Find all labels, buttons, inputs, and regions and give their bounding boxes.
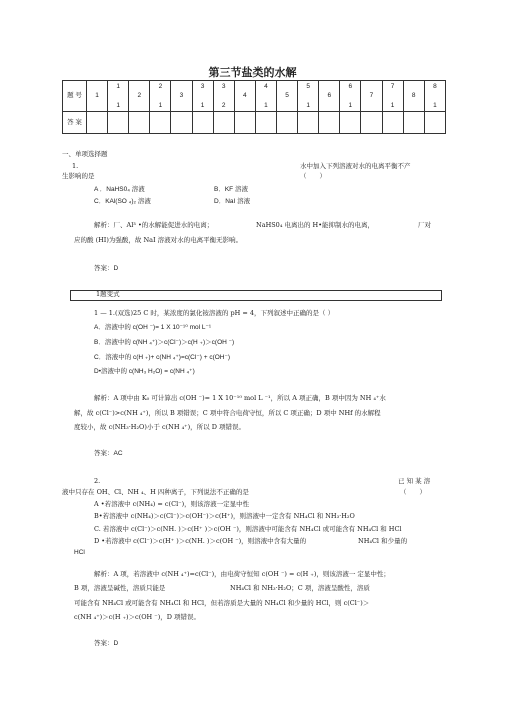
- sub-question-bottom: 1: [264, 101, 268, 109]
- question-number: 6: [327, 92, 332, 100]
- q1-answer: 答案：D: [94, 265, 119, 272]
- question-number-cell: [150, 81, 171, 112]
- question-number: 7: [369, 92, 374, 100]
- answer-cell[interactable]: [192, 112, 213, 134]
- question-number-cell: [129, 81, 150, 112]
- question-number: 2: [137, 92, 142, 100]
- sub-question-top: 7: [390, 83, 395, 90]
- answer-cell[interactable]: [108, 112, 129, 134]
- sub-question-top: 8: [433, 83, 437, 90]
- question-number-cell: [276, 81, 297, 112]
- q1-explanation-2: 应的酸 (HI)为强酸，故 NaI 溶液对水的电离平衡无影响。: [74, 236, 243, 244]
- question-number-cell: [298, 81, 319, 112]
- question-number-cell: [340, 81, 361, 112]
- q1-option-d: D．NaI 溶液: [214, 198, 251, 205]
- question-number: 3: [179, 92, 184, 100]
- question-number-cell: [424, 81, 445, 112]
- v1-explanation-3: 度较小，故 c(NH₃·H₂O)小于 c(NH ₄⁺)，所以 D 项错误。: [74, 423, 245, 431]
- question-number-cell: [361, 81, 382, 112]
- question-number-cell: [213, 81, 234, 112]
- sub-question-top: 6: [348, 83, 353, 90]
- q1-option-a: A ．NaHS0₄ 溶液: [94, 186, 145, 193]
- question-number-row: [63, 81, 446, 112]
- q2-explanation-1: 解析：A 项，若溶液中 c(NH ₄⁺)=c(Cl⁻)，由电荷守恒知 c(OH ⁻) = c(H ₊)，则该溶液一 定显中性；: [94, 570, 390, 578]
- question-number-cell: [319, 81, 340, 112]
- q2-option-c: C. 若溶液中 c(Cl⁻)＞c(NH. )＞c(H⁺ )＞c(OH ⁻)，则溶液中可能含有 NH₄Cl 或可能含有 NH₄Cl 和 HCl: [94, 525, 402, 533]
- sub-question-top: 1: [116, 83, 120, 90]
- q2-explanation-2a: B 项，溶液呈碱性，溶质只能是: [74, 584, 166, 592]
- sub-question-bottom: 2: [221, 101, 226, 109]
- q2-answer: 答案：D: [94, 640, 119, 647]
- sub-question-bottom: 1: [116, 101, 120, 109]
- q2-stem-right: 已 知 某 溶: [398, 477, 431, 485]
- answer-cell[interactable]: [382, 112, 403, 134]
- sub-question-number: [150, 83, 170, 109]
- question-number: 4: [243, 92, 247, 100]
- question-number-cell: [255, 81, 276, 112]
- q1-stem-right: 水中加入下列溶液对水的电离平衡不产: [300, 162, 411, 170]
- section-heading: 一、单项选择题: [62, 150, 108, 158]
- v1-explanation-2: 解，故 c(Cl⁻)>c(NH ₄⁺)，所以 B 项错误；C 项中符合电荷守恒，所以 C 项正确；D 项中 NHf 的水解程: [74, 409, 381, 417]
- answer-cell[interactable]: [129, 112, 150, 134]
- q2-option-d-b: NH₄Cl 和少量的: [358, 537, 408, 545]
- sub-question-top: 3: [200, 83, 205, 90]
- answer-cell[interactable]: [403, 112, 424, 134]
- q2-option-d-a: D •若溶液中 c(Cl⁻)＞c(H⁺ )＞c(NH. )＞c(OH ⁻)，则溶液中含有大量的: [94, 537, 307, 545]
- sub-question-number: [298, 83, 318, 109]
- sub-question-number: [340, 83, 360, 109]
- v1-stem: 1 — 1.(双选)25 C 时，某浓度的氯化铵溶液的 pH = 4，下列叙述中正确的是（ ）: [94, 309, 335, 317]
- q1-explanation-1a: 解析：厂、Al³ •的水解能促进水的电离；: [94, 221, 214, 229]
- sub-question-number: [256, 83, 276, 109]
- question-number-cell: [382, 81, 403, 112]
- sub-question-top: 3: [221, 83, 226, 90]
- q1-stem-cont: 生影响的是: [62, 172, 95, 180]
- answer-cell[interactable]: [150, 112, 171, 134]
- answer-cell[interactable]: [319, 112, 340, 134]
- q2-stem-cont: 液中只存在 OH、Cl、NH ₄、H 四种离子，下列说法不正确的是: [62, 488, 249, 496]
- answer-cell[interactable]: [340, 112, 361, 134]
- answer-cell[interactable]: [255, 112, 276, 134]
- question-number-cell: [108, 81, 129, 112]
- sub-question-top: 4: [264, 83, 268, 90]
- answer-cell[interactable]: [361, 112, 382, 134]
- question-number-cell: [171, 81, 192, 112]
- score-table: [62, 80, 446, 134]
- q1-explanation-1c: 厂对: [418, 221, 431, 229]
- sub-question-bottom: 1: [433, 101, 437, 109]
- answer-cell[interactable]: [171, 112, 192, 134]
- sub-question-top: 5: [306, 83, 310, 90]
- question-number-cell: [87, 81, 108, 112]
- q1-option-b: B．KF 溶液: [214, 186, 248, 193]
- q2-paren: （ ）: [400, 488, 426, 496]
- v1-option-d: D•溶液中的 c(NH₃ H₂O) = c(NH ₄⁺): [94, 368, 195, 375]
- q2-number: 2.: [94, 477, 101, 485]
- sub-question-bottom: 1: [200, 101, 205, 109]
- sub-question-bottom: 1: [306, 101, 310, 109]
- question-number: 8: [411, 92, 416, 100]
- sub-question-number: [425, 83, 445, 109]
- variant-bar: [70, 290, 442, 301]
- question-number-cell: [403, 81, 424, 112]
- page-title: 第三节盐类的水解: [208, 67, 297, 79]
- v1-option-b: B．溶液中的 c(NH ₄⁺)＞c(Cl⁻)＞c(H ₊)＞c(OH ⁻): [94, 339, 235, 346]
- answer-cell[interactable]: [87, 112, 108, 134]
- question-number-cell: [192, 81, 213, 112]
- q1-number: 1.: [72, 162, 79, 170]
- v1-option-a: A．溶液中的 c(OH ⁻)= 1 X 10⁻¹⁰ mol L⁻¹: [94, 324, 212, 331]
- sub-question-top: 2: [158, 83, 163, 90]
- q2-explanation-3: 可能含有 NH₄Cl 或可能含有 NH₄Cl 和 HCl，但若溶质是大量的 NH₄Cl 和少量的 HCl，则 c(Cl⁻)＞: [74, 599, 370, 607]
- q2-explanation-2b: NH₄Cl 和 NH₃·H₂O；C 项，溶液呈酸性，溶质: [230, 584, 370, 592]
- answer-cell[interactable]: [213, 112, 234, 134]
- answer-cell[interactable]: [298, 112, 319, 134]
- sub-question-number: [383, 83, 403, 109]
- row-label-question-number: 题 号: [63, 81, 87, 112]
- answer-cell[interactable]: [276, 112, 297, 134]
- q2-option-d-c: HCl: [74, 549, 85, 556]
- question-number-cell: [234, 81, 255, 112]
- q1-explanation-1b: NaHS0₄ 电离出的 H•能抑制水的电离，: [256, 221, 375, 229]
- answer-cell[interactable]: [234, 112, 255, 134]
- question-number: 1: [95, 92, 99, 100]
- row-label-answer: 答 案: [63, 112, 87, 134]
- question-number: 5: [285, 92, 289, 100]
- sub-question-number: [193, 83, 213, 109]
- q2-option-b: B•若溶液中 c(NH₄)＞c(Cl⁻)＞c(OH⁻)＞c(H⁺)，则溶液中一定含有 NH₄Cl 和 NH₃·H₂O: [94, 512, 355, 520]
- v1-answer: 答案：AC: [94, 450, 123, 457]
- q2-explanation-4: c(NH ₄⁺)＞c(H ₊)＞c(OH ⁻)，D 项错误。: [74, 613, 201, 621]
- v1-option-c: C．溶液中的 c(H ₊)+ c(NH ₄⁺)=c(Cl⁻) + c(OH⁻): [94, 354, 231, 361]
- sub-question-bottom: 1: [348, 101, 353, 109]
- answer-row: [63, 112, 446, 134]
- sub-question-number: [214, 83, 234, 109]
- variant-label: 1题变式: [96, 290, 120, 298]
- q2-option-a: A •若溶液中 c(NH₄) = c(Cl⁻)，则该溶液一定显中性: [94, 500, 250, 508]
- sub-question-bottom: 1: [158, 101, 163, 109]
- v1-explanation-1: 解析：A 项中由 K₀ 可计算出 c(OH ⁻)= 1 X 10⁻¹⁰ mol L ⁻¹，所以 A 项正确，B 项中因为 NH ₄⁺水: [94, 394, 386, 402]
- q1-option-c: C．KAl(SO ₄)₂ 溶液: [94, 198, 151, 205]
- sub-question-number: [108, 83, 128, 109]
- q1-paren: （ ）: [300, 172, 326, 180]
- sub-question-bottom: 1: [390, 101, 395, 109]
- answer-cell[interactable]: [424, 112, 445, 134]
